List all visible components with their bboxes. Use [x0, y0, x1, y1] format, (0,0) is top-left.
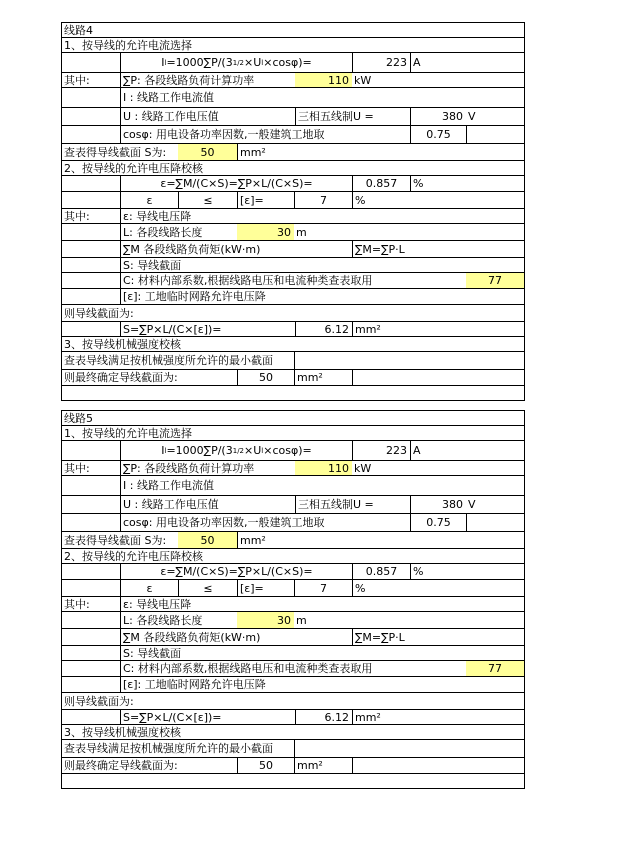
final-unit[interactable]: mm² — [294, 758, 352, 773]
blank — [294, 740, 524, 757]
table-row — [62, 460, 524, 475]
section-heading-2[interactable]: 2、按导线的允许电压降校核 — [64, 161, 203, 175]
size-calc[interactable]: 6.12 — [295, 710, 352, 724]
table-row — [62, 257, 524, 272]
voltage-unit[interactable]: V — [468, 110, 476, 123]
cos-value[interactable]: 0.75 — [410, 126, 466, 143]
table-row — [62, 724, 524, 739]
table-row — [62, 125, 524, 143]
section-heading-2[interactable]: 2、按导线的允许电压降校核 — [64, 549, 203, 563]
section-size-unit[interactable]: mm² — [237, 532, 294, 548]
drop-formula[interactable]: ε=∑M/(C×S)=∑P×L/(C×S)= — [120, 564, 352, 579]
table-row — [62, 288, 524, 304]
then-label[interactable]: 则导线截面为: — [64, 694, 134, 708]
voltage-value[interactable]: 380 — [410, 496, 466, 513]
cos-desc[interactable]: cosφ: 用电设备功率因数,一般建筑工地取 — [120, 514, 410, 531]
length-value[interactable]: 30 — [237, 612, 294, 628]
then-label[interactable]: 则导线截面为: — [64, 306, 134, 320]
table-row — [62, 611, 524, 628]
size-desc[interactable]: S: 导线截面 — [120, 646, 524, 660]
section-heading-3[interactable]: 3、按导线机械强度校核 — [64, 725, 181, 739]
moment-formula[interactable]: ∑M=∑P·L — [352, 241, 524, 257]
section-heading-1[interactable]: 1、按导线的允许电流选择 — [64, 426, 192, 440]
final-label[interactable]: 则最终确定导线截面为: — [64, 371, 178, 384]
table-row — [62, 351, 524, 369]
power-unit[interactable]: kW — [354, 461, 372, 475]
where-label[interactable]: 其中: — [64, 73, 90, 87]
voltage-unit[interactable]: V — [468, 498, 476, 511]
coef-desc[interactable]: C: 材料内部系数,根据线路电压和电流种类查表取用 — [120, 273, 466, 288]
table-row — [62, 160, 524, 175]
voltage-desc[interactable]: U : 线路工作电压值 — [120, 108, 295, 125]
table-row — [62, 369, 524, 385]
allow-label[interactable]: [ε]= — [237, 192, 294, 208]
size-calc[interactable]: 6.12 — [295, 322, 352, 336]
final-value[interactable]: 50 — [237, 370, 294, 385]
epsilon-symbol[interactable]: ε — [120, 580, 178, 596]
blank — [466, 126, 524, 143]
table-row — [62, 773, 524, 789]
allow-label[interactable]: [ε]= — [237, 580, 294, 596]
table-row — [62, 191, 524, 208]
table-row — [62, 660, 524, 676]
table-row — [62, 304, 524, 321]
allow-unit[interactable]: % — [352, 192, 410, 208]
final-value[interactable]: 50 — [237, 758, 294, 773]
table-row — [62, 628, 524, 645]
table-row — [62, 223, 524, 240]
section-line-5 — [61, 410, 525, 789]
allow-unit[interactable]: % — [352, 580, 410, 596]
blank-row — [62, 386, 524, 400]
current-result[interactable]: 223 — [352, 441, 410, 460]
size-formula[interactable]: S=∑P×L/(C×[ε])= — [120, 322, 295, 336]
table-row — [62, 72, 524, 87]
table-row — [62, 475, 524, 495]
table-row — [62, 495, 524, 513]
current-unit[interactable]: A — [410, 441, 524, 460]
coef-value[interactable]: 77 — [466, 273, 524, 288]
blank-row — [62, 774, 524, 788]
power-unit[interactable]: kW — [354, 73, 372, 87]
current-result[interactable]: 223 — [352, 53, 410, 72]
table-row — [62, 757, 524, 773]
power-desc[interactable]: ∑P: 各段线路负荷计算功率 — [120, 73, 295, 87]
current-formula[interactable]: I l =1000∑P/(3 1/2 ×U l ×cosφ)= — [120, 53, 352, 72]
min-size-desc[interactable]: 查表导线满足按机械强度所允许的最小截面 — [64, 742, 273, 755]
table-row — [62, 272, 524, 288]
voltage-system[interactable]: 三相五线制U = — [295, 108, 410, 125]
allow-desc[interactable]: [ε]: 工地临时网路允许电压降 — [120, 289, 524, 304]
table-row — [62, 175, 524, 191]
section-size-label[interactable]: 查表得导线截面 S为: — [64, 145, 167, 159]
section-title[interactable]: 线路4 — [64, 23, 93, 37]
section-size-unit[interactable]: mm² — [237, 144, 294, 160]
epsilon-desc[interactable]: ε: 导线电压降 — [120, 209, 524, 223]
table-row — [62, 87, 524, 107]
table-row — [62, 410, 524, 425]
table-row — [62, 563, 524, 579]
table-row — [62, 208, 524, 223]
length-desc[interactable]: L: 各段线路长度 — [120, 612, 237, 628]
moment-desc[interactable]: ∑M 各段线路负荷矩(kW·m) — [120, 241, 352, 257]
table-row — [62, 440, 524, 460]
blank — [352, 758, 524, 773]
table-row — [62, 645, 524, 660]
drop-value[interactable]: 0.857 — [352, 176, 410, 191]
table-row — [62, 596, 524, 611]
drop-formula[interactable]: ε=∑M/(C×S)=∑P×L/(C×S)= — [120, 176, 352, 191]
where-label-2[interactable]: 其中: — [64, 209, 90, 223]
current-formula[interactable]: I l =1000∑P/(3 1/2 ×U l ×cosφ)= — [120, 441, 352, 460]
table-row — [62, 37, 524, 52]
table-row — [62, 385, 524, 401]
table-row — [62, 425, 524, 440]
current-unit[interactable]: A — [410, 53, 524, 72]
where-label[interactable]: 其中: — [64, 461, 90, 475]
le-symbol[interactable]: ≤ — [178, 580, 237, 596]
table-row — [62, 22, 524, 37]
voltage-desc[interactable]: U : 线路工作电压值 — [120, 496, 295, 513]
allow-value[interactable]: 7 — [294, 192, 352, 208]
table-row — [62, 709, 524, 724]
allow-value[interactable]: 7 — [294, 580, 352, 596]
cos-desc[interactable]: cosφ: 用电设备功率因数,一般建筑工地取 — [120, 126, 410, 143]
drop-unit[interactable]: % — [410, 564, 524, 579]
epsilon-symbol[interactable]: ε — [120, 192, 178, 208]
coef-desc[interactable]: C: 材料内部系数,根据线路电压和电流种类查表取用 — [120, 661, 466, 676]
final-label[interactable]: 则最终确定导线截面为: — [64, 759, 178, 772]
length-unit[interactable]: m — [296, 613, 307, 627]
length-desc[interactable]: L: 各段线路长度 — [120, 224, 237, 240]
drop-value[interactable]: 0.857 — [352, 564, 410, 579]
current-desc[interactable]: I : 线路工作电流值 — [120, 88, 524, 107]
table-row — [62, 321, 524, 336]
moment-desc[interactable]: ∑M 各段线路负荷矩(kW·m) — [120, 629, 352, 645]
power-value[interactable]: 110 — [295, 73, 352, 87]
coef-value[interactable]: 77 — [466, 661, 524, 676]
epsilon-desc[interactable]: ε: 导线电压降 — [120, 597, 524, 611]
moment-formula[interactable]: ∑M=∑P·L — [352, 629, 524, 645]
table-row — [62, 143, 524, 160]
power-value[interactable]: 110 — [295, 461, 352, 475]
cos-value[interactable]: 0.75 — [410, 514, 466, 531]
section-title[interactable]: 线路5 — [64, 411, 93, 425]
blank — [466, 514, 524, 531]
table-row — [62, 513, 524, 531]
length-value[interactable]: 30 — [237, 224, 294, 240]
table-row — [62, 531, 524, 548]
table-row — [62, 739, 524, 757]
le-symbol[interactable]: ≤ — [178, 192, 237, 208]
section-size-label[interactable]: 查表得导线截面 S为: — [64, 533, 167, 547]
drop-unit[interactable]: % — [410, 176, 524, 191]
current-desc[interactable]: I : 线路工作电流值 — [120, 476, 524, 495]
voltage-value[interactable]: 380 — [410, 108, 466, 125]
table-row — [62, 240, 524, 257]
table-row — [62, 52, 524, 72]
allow-desc[interactable]: [ε]: 工地临时网路允许电压降 — [120, 677, 524, 692]
section-size-value[interactable]: 50 — [178, 532, 237, 548]
size-calc-unit[interactable]: mm² — [352, 710, 524, 724]
voltage-system[interactable]: 三相五线制U = — [295, 496, 410, 513]
blank — [352, 370, 524, 385]
power-desc[interactable]: ∑P: 各段线路负荷计算功率 — [120, 461, 295, 475]
section-heading-1[interactable]: 1、按导线的允许电流选择 — [64, 38, 192, 52]
section-size-value[interactable]: 50 — [178, 144, 237, 160]
table-row — [62, 548, 524, 563]
table-row — [62, 692, 524, 709]
blank — [294, 352, 524, 369]
table-row — [62, 336, 524, 351]
length-unit[interactable]: m — [296, 225, 307, 239]
final-unit[interactable]: mm² — [294, 370, 352, 385]
table-row — [62, 107, 524, 125]
section-line-4 — [61, 22, 525, 401]
size-calc-unit[interactable]: mm² — [352, 322, 524, 336]
table-row — [62, 579, 524, 596]
section-heading-3[interactable]: 3、按导线机械强度校核 — [64, 337, 181, 351]
table-row — [62, 676, 524, 692]
size-desc[interactable]: S: 导线截面 — [120, 258, 524, 272]
where-label-2[interactable]: 其中: — [64, 597, 90, 611]
min-size-desc[interactable]: 查表导线满足按机械强度所允许的最小截面 — [64, 354, 273, 367]
size-formula[interactable]: S=∑P×L/(C×[ε])= — [120, 710, 295, 724]
